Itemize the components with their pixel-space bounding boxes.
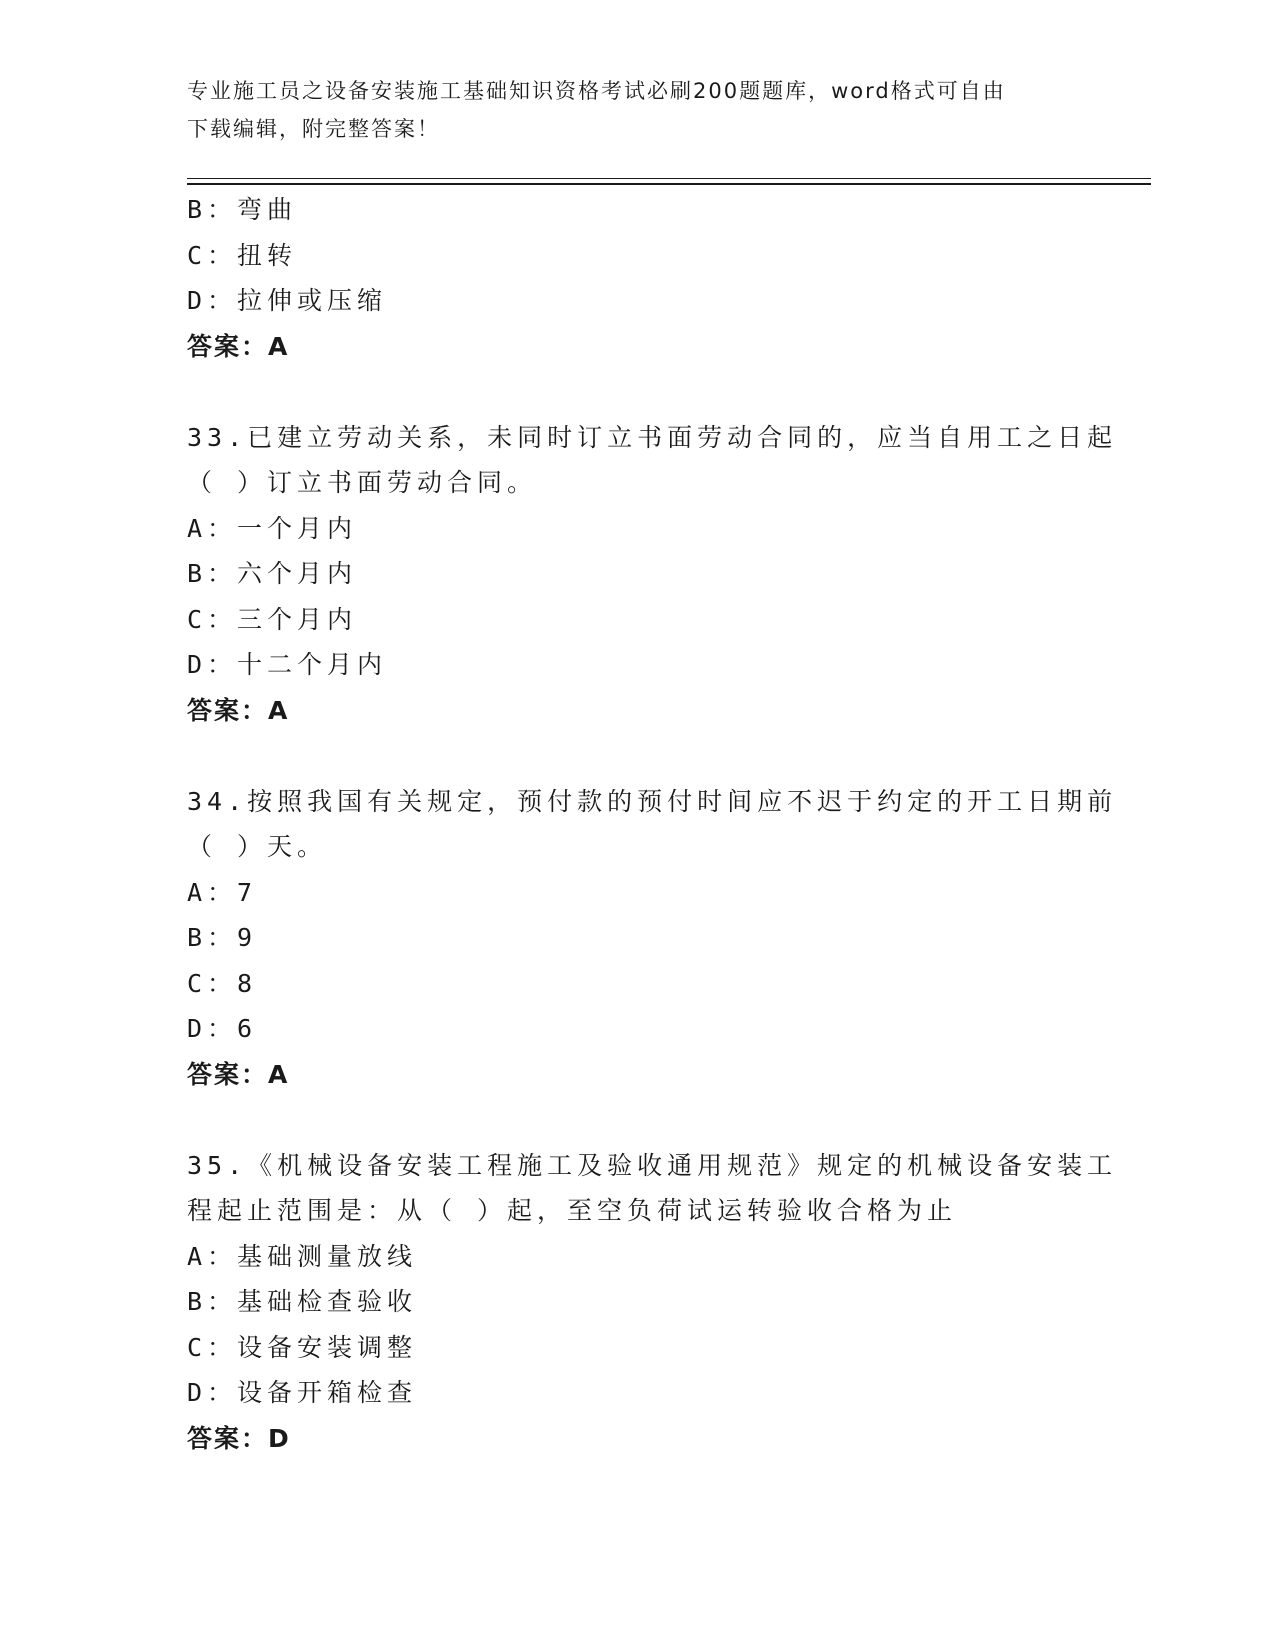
document-header xyxy=(187,72,1087,148)
question-text-line-2: （ ）订立书面劳动合同。 xyxy=(187,468,538,497)
answer-line: 答案：A xyxy=(187,1059,290,1089)
question-text-line-2: （ ）天。 xyxy=(187,832,328,861)
option-d: D：设备开箱检查 xyxy=(187,1378,418,1407)
option-c: C：三个月内 xyxy=(187,604,358,634)
header-line-1: 专业施工员之设备安装施工基础知识资格考试必刷200题题库，word格式可自由 xyxy=(187,79,1006,103)
answer-line: 答案：A xyxy=(187,695,290,725)
question-text-line-1: 34.按照我国有关规定，预付款的预付时间应不迟于约定的开工日期前 xyxy=(187,786,1118,816)
question-33 xyxy=(187,415,1118,734)
question-35 xyxy=(187,1143,1118,1462)
question-32-continued xyxy=(187,187,1087,369)
option-d: D：拉伸或压缩 xyxy=(187,286,388,315)
spacer xyxy=(187,1097,1087,1143)
option-d: D：十二个月内 xyxy=(187,650,388,679)
question-text-line-1: 35.《机械设备安装工程施工及验收通用规范》规定的机械设备安装工 xyxy=(187,1150,1118,1180)
option-b: B：六个月内 xyxy=(187,559,358,588)
option-a: A：7 xyxy=(187,877,258,907)
option-a: A：一个月内 xyxy=(187,513,358,543)
option-b: B：9 xyxy=(187,923,258,952)
answer-line: 答案：A xyxy=(187,331,290,361)
option-c: C：设备安装调整 xyxy=(187,1332,418,1362)
question-34 xyxy=(187,779,1118,1098)
option-a: A：基础测量放线 xyxy=(187,1241,418,1271)
header-divider-thin xyxy=(187,178,1151,179)
option-b: B：弯曲 xyxy=(187,195,298,224)
header-divider-thick xyxy=(187,183,1151,185)
header-line-2: 下载编辑，附完整答案！ xyxy=(187,117,440,141)
spacer xyxy=(187,733,1087,779)
question-text-line-2: 程起止范围是：从（ ）起，至空负荷试运转验收合格为止 xyxy=(187,1196,958,1225)
spacer xyxy=(187,369,1087,415)
option-c: C：扭转 xyxy=(187,240,298,270)
option-b: B：基础检查验收 xyxy=(187,1287,418,1316)
option-d: D：6 xyxy=(187,1014,258,1043)
question-text-line-1: 33.已建立劳动关系，未同时订立书面劳动合同的，应当自用工之日起 xyxy=(187,422,1118,452)
option-c: C：8 xyxy=(187,968,258,998)
answer-line: 答案：D xyxy=(187,1423,291,1453)
question-content xyxy=(187,187,1118,1461)
